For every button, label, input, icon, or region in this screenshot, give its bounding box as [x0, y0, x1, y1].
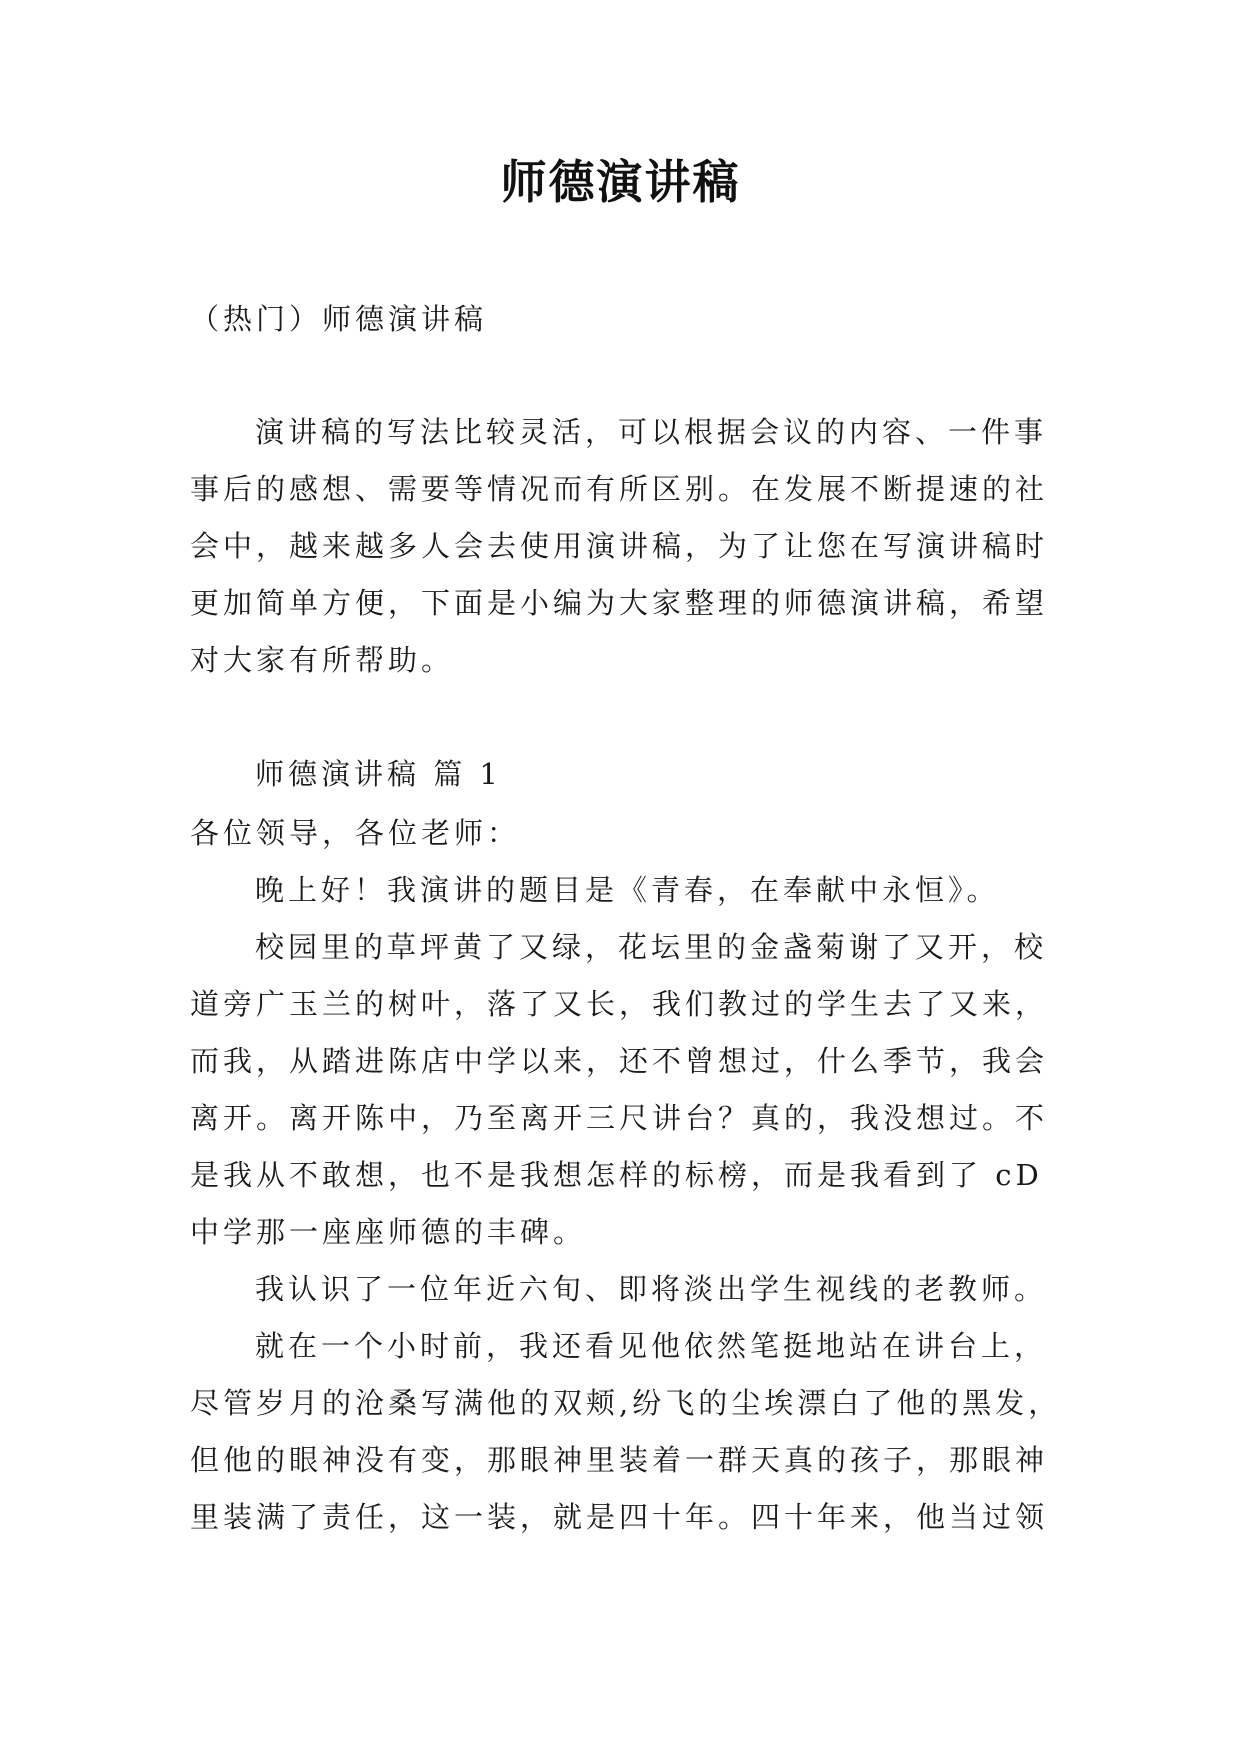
body-line: 离开。离开陈中，乃至离开三尺讲台？真的，我没想过。不 — [190, 1101, 1049, 1135]
body-line: 但他的眼神没有变，那眼神里装着一群天真的孩子，那眼神 — [190, 1443, 1049, 1477]
body-line: 而我，从踏进陈店中学以来，还不曾想过，什么季节，我会 — [190, 1044, 1049, 1078]
body-line: 中学那一座座师德的丰碑。 — [190, 1215, 587, 1249]
intro-line: 会中，越来越多人会去使用演讲稿，为了让您在写演讲稿时 — [190, 529, 1049, 563]
intro-line: 演讲稿的写法比较灵活，可以根据会议的内容、一件事 — [255, 415, 1048, 449]
body-line: 我认识了一位年近六旬、即将淡出学生视线的老教师。 — [255, 1272, 1048, 1306]
body-line: 尽管岁月的沧桑写满他的双颊,纷飞的尘埃漂白了他的黑发， — [190, 1386, 1062, 1420]
body-line: 校园里的草坪黄了又绿，花坛里的金盏菊谢了又开，校 — [255, 930, 1048, 964]
body-line: 晚上好！我演讲的题目是《青春，在奉献中永恒》。 — [255, 873, 1000, 907]
section-heading: 师德演讲稿 篇 1 — [255, 757, 502, 791]
body-line: 道旁广玉兰的树叶，落了又长，我们教过的学生去了又来， — [190, 987, 1049, 1021]
body-line: 里装满了责任，这一装，就是四十年。四十年来，他当过领 — [190, 1500, 1049, 1534]
intro-line: 事后的感想、需要等情况而有所区别。在发展不断提速的社 — [190, 472, 1049, 506]
body-line: 是我从不敢想，也不是我想怎样的标榜，而是我看到了 cD — [190, 1158, 1043, 1192]
intro-line: 对大家有所帮助。 — [190, 643, 455, 677]
intro-line: 更加简单方便，下面是小编为大家整理的师德演讲稿，希望 — [190, 586, 1049, 620]
body-line: 各位领导，各位老师： — [190, 816, 521, 850]
body-line: 就在一个小时前，我还看见他依然笔挺地站在讲台上， — [255, 1329, 1048, 1363]
document-subtitle: （热门）师德演讲稿 — [190, 302, 488, 336]
document-title: 师德演讲稿 — [500, 155, 741, 209]
